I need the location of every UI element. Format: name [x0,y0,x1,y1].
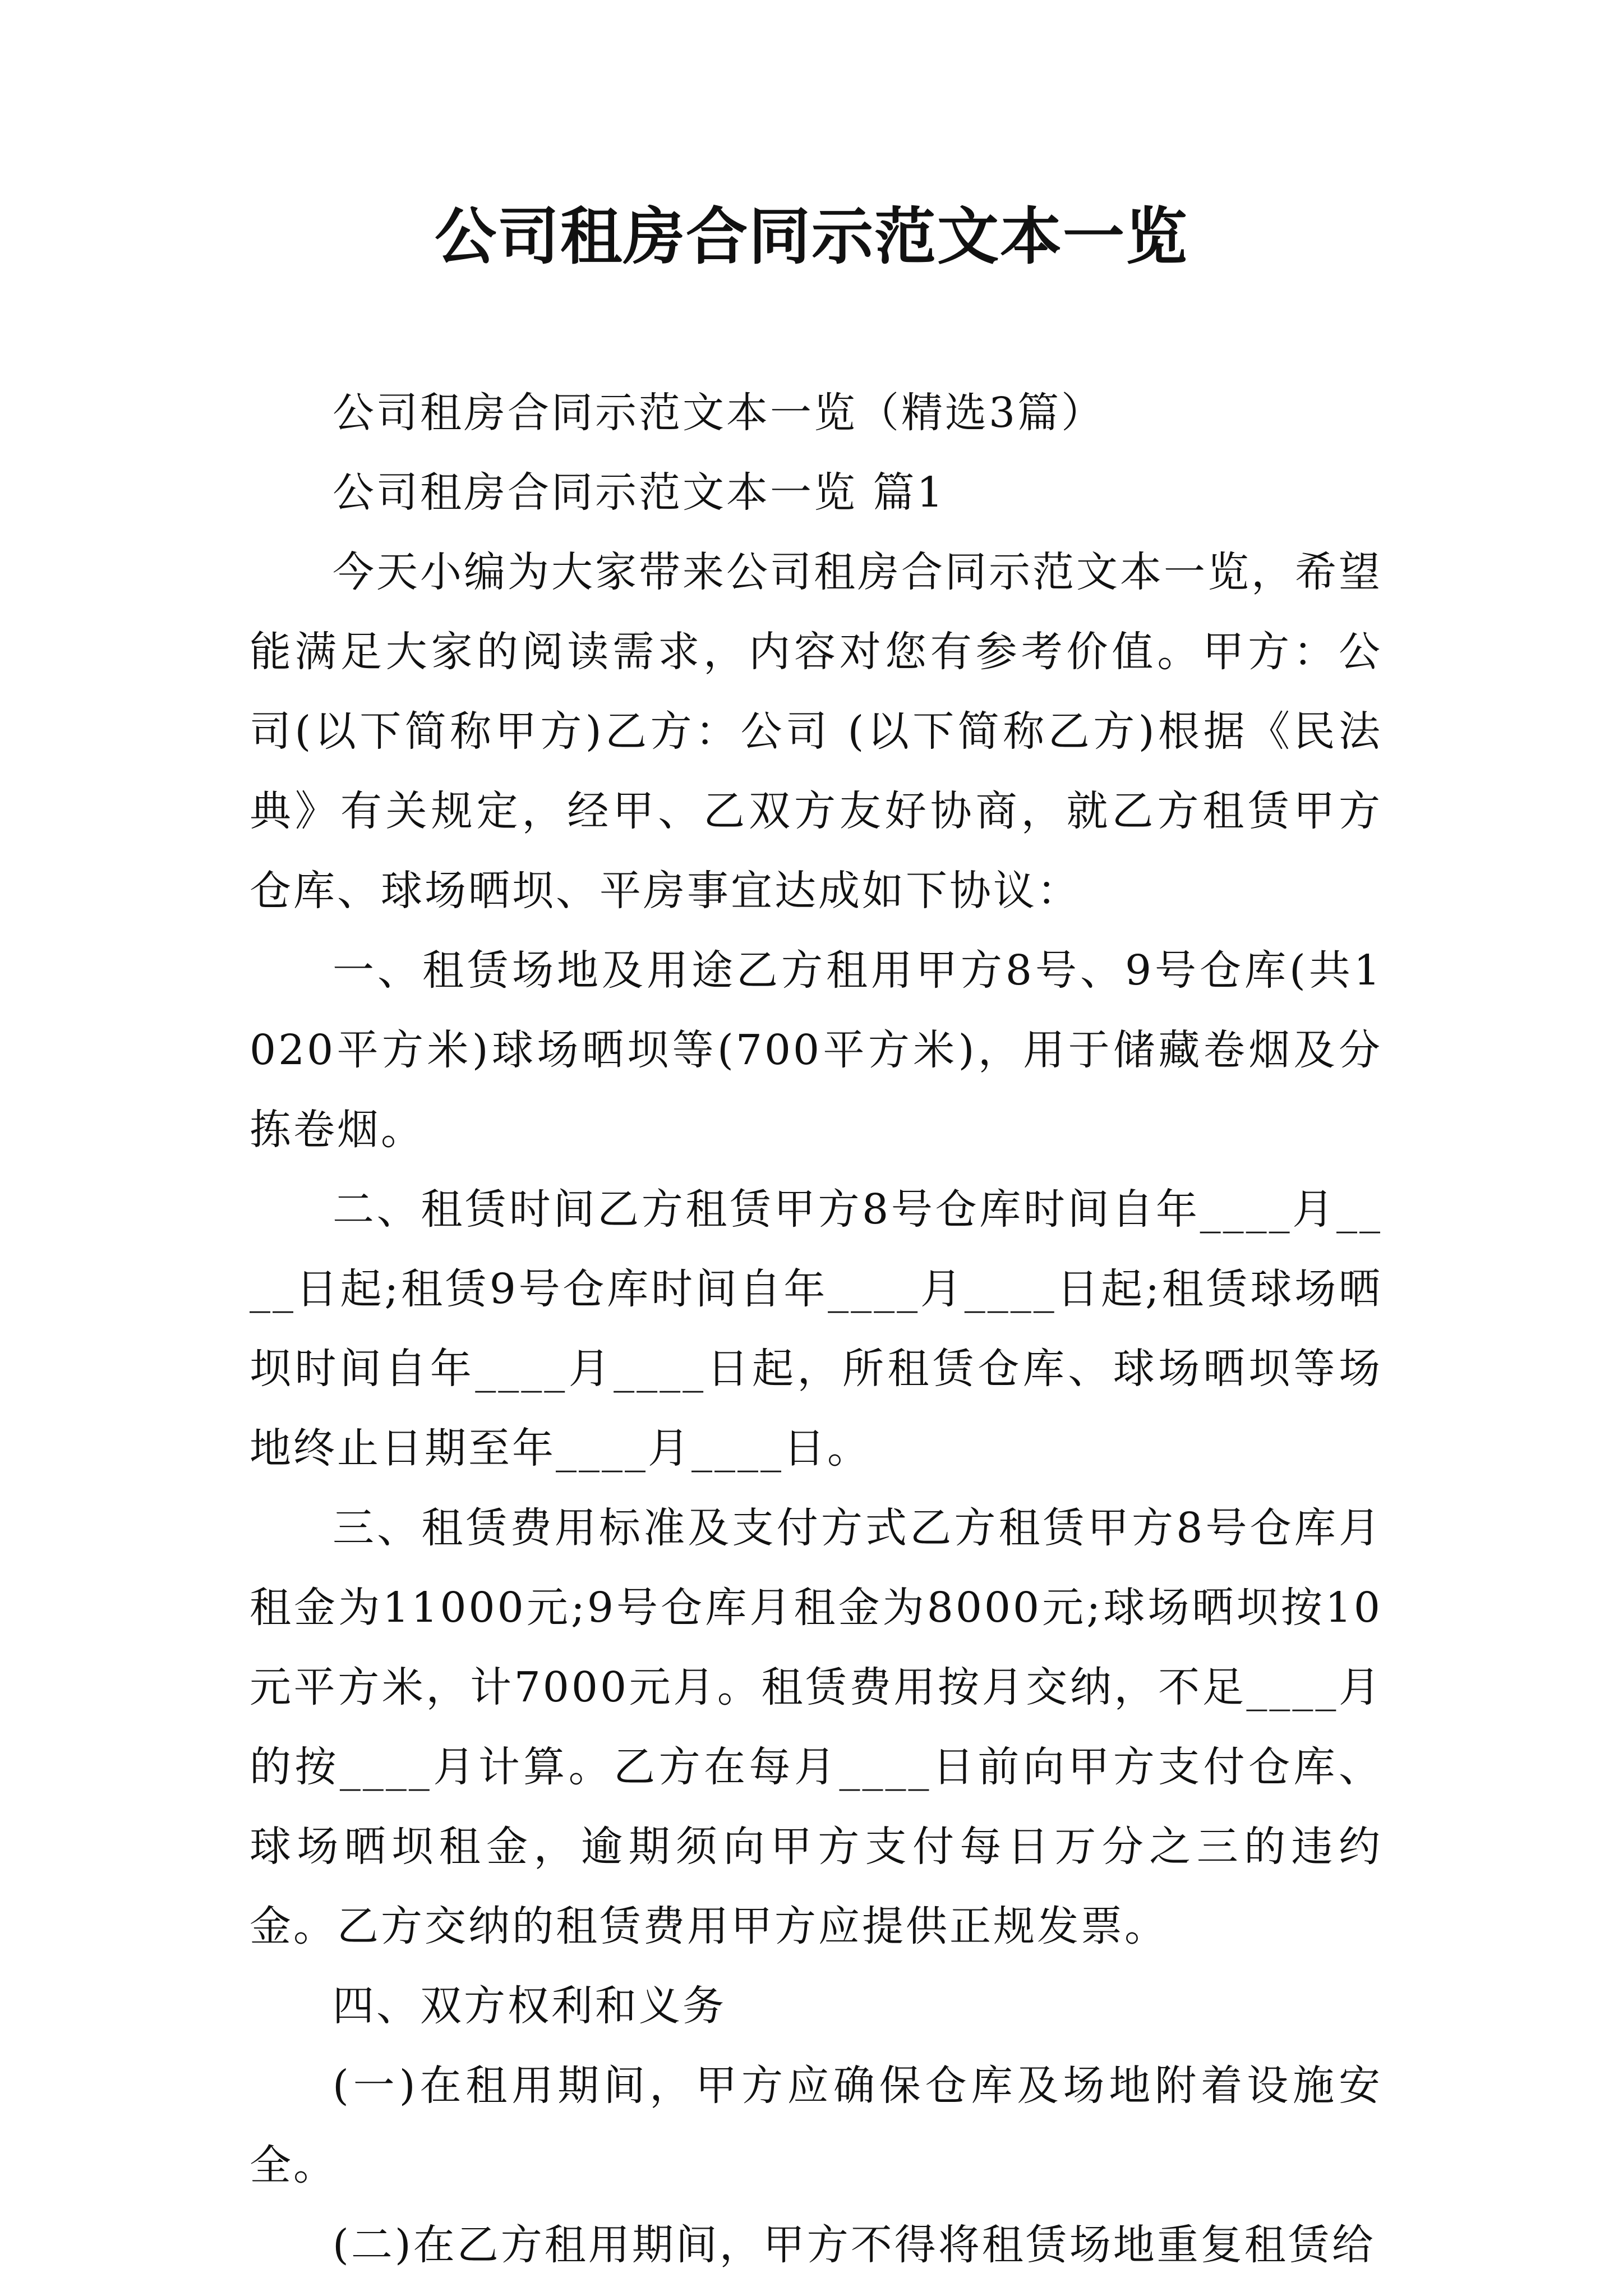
paragraph-section-heading: 公司租房合同示范文本一览 篇1 [333,468,946,517]
paragraph-clause-4-item-1: (一)在租用期间，甲方应确保仓库及场地附着设施安全。 [250,2062,1382,2189]
paragraph-clause-1: 一、租赁场地及用途乙方租用甲方8号、9号仓库(共1020平方米)球场晒坝等(700平方米)，用于储藏卷烟及分拣卷烟。 [250,946,1382,1154]
paragraph-clause-3: 三、租赁费用标准及支付方式乙方租赁甲方8号仓库月租金为11000元;9号仓库月租金为8000元;球场晒坝按10元平方米，计7000元月。租赁费用按月交纳，不足____月的按____月计算。乙方在每月____日前向甲方支付仓库、球场晒坝租金，逾期须向甲方支付每日万分之三的违约金。乙方交纳的租赁费用甲方应提供正规发票。 [250,1504,1382,1950]
paragraph-clause-2: 二、租赁时间乙方租赁甲方8号仓库时间自年____月____日起;租赁9号仓库时间自年____月____日起;租赁球场晒坝时间自年____月____日起，所租赁仓库、球场晒坝等场地终止日期至年____月____日。 [250,1185,1382,1473]
document-title: 公司租房合同示范文本一览 [435,200,1188,273]
paragraph-clause-4-item-2: (二)在乙方租用期间，甲方不得将租赁场地重复租赁给 [333,2221,1376,2269]
document-body [250,373,1382,2285]
paragraph-clause-4-heading: 四、双方权利和义务 [333,1982,726,2030]
paragraph-intro-heading: 公司租房合同示范文本一览（精选3篇） [333,389,1105,437]
paragraph-preamble: 今天小编为大家带来公司租房合同示范文本一览，希望能满足大家的阅读需求，内容对您有参考价值。甲方：公司(以下简称甲方)乙方：公司 (以下简称乙方)根据《民法典》有关规定，经甲、乙双方友好协商，就乙方租赁甲方仓库、球场晒坝、平房事宜达成如下协议： [250,548,1382,915]
